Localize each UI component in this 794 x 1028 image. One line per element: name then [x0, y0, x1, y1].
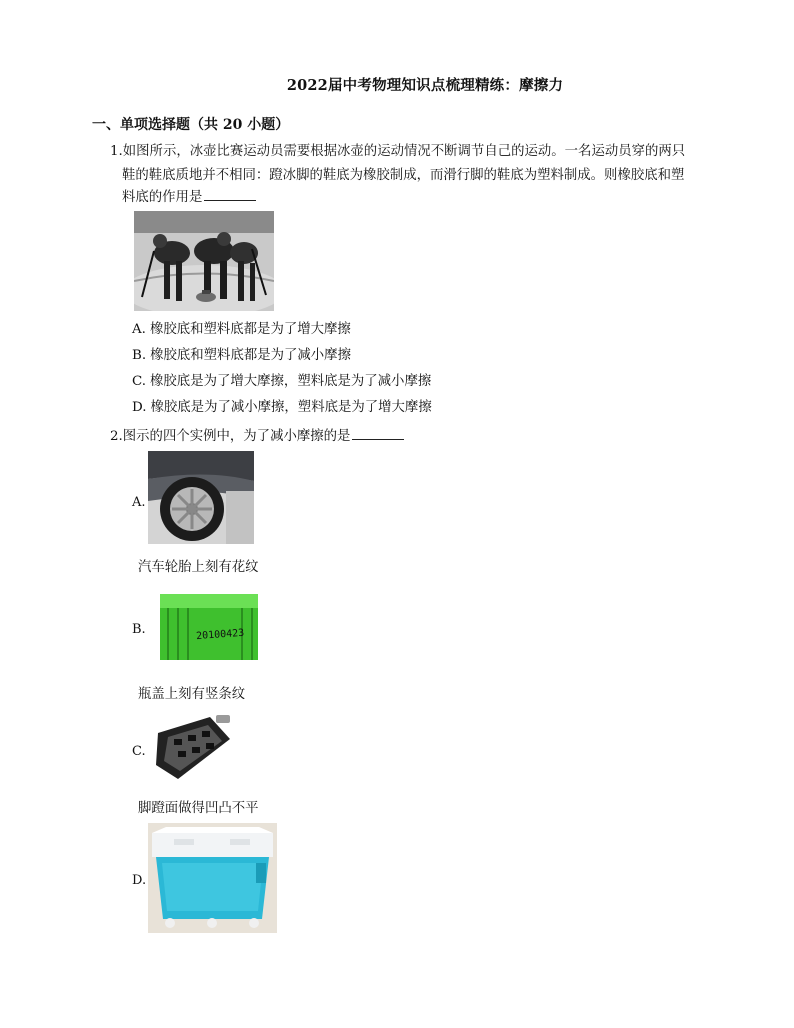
section-heading: 一、单项选择题（共 20 小题） — [92, 117, 290, 133]
bottle-cap-photo — [156, 590, 262, 664]
question-1-line-2 — [122, 164, 684, 188]
question-text-line: 如图所示，冰壶比赛运动员需要根据冰壶的运动情况不断调节自己的运动。一名运动员穿的两只 — [122, 144, 686, 159]
question-number: 2. — [110, 429, 123, 444]
question-number: 1. — [110, 144, 123, 159]
option-a[interactable]: A. 橡胶底和塑料底都是为了增大摩擦 — [132, 322, 351, 337]
option-c[interactable]: C. 橡胶底是为了增大摩擦，塑料底是为了减小摩擦 — [132, 374, 432, 389]
question-2 — [110, 425, 404, 449]
option-a-caption: 汽车轮胎上刻有花纹 — [138, 560, 259, 575]
cap-print-text: 20100423 — [195, 627, 245, 643]
option-a-label[interactable]: A. — [132, 495, 146, 510]
answer-blank[interactable] — [204, 186, 256, 201]
question-1 — [110, 140, 685, 164]
option-b-caption: 瓶盖上刻有竖条纹 — [138, 687, 246, 702]
option-b[interactable]: B. 橡胶底和塑料底都是为了减小摩擦 — [132, 348, 351, 363]
storage-box-photo — [148, 823, 277, 933]
tire-photo — [148, 451, 254, 544]
question-1-line-3 — [122, 186, 256, 210]
question-text-line: 料底的作用是 — [122, 190, 203, 205]
pedal-photo — [150, 709, 236, 785]
option-d-label[interactable]: D. — [132, 873, 147, 888]
curling-photo — [134, 211, 274, 311]
question-text: 图示的四个实例中，为了减小摩擦的是 — [122, 429, 351, 444]
option-d[interactable]: D. 橡胶底是为了减小摩擦，塑料底是为了增大摩擦 — [132, 400, 432, 415]
option-c-label[interactable]: C. — [132, 744, 146, 759]
question-text-line: 鞋的鞋底质地并不相同：蹬冰脚的鞋底为橡胶制成，而滑行脚的鞋底为塑料制成。则橡胶底和塑 — [122, 168, 685, 183]
option-b-label[interactable]: B. — [132, 622, 146, 637]
page-title: 2022届中考物理知识点梳理精练：摩擦力 — [286, 77, 564, 94]
option-c-caption: 脚蹬面做得凹凸不平 — [138, 801, 259, 816]
answer-blank[interactable] — [352, 425, 404, 440]
